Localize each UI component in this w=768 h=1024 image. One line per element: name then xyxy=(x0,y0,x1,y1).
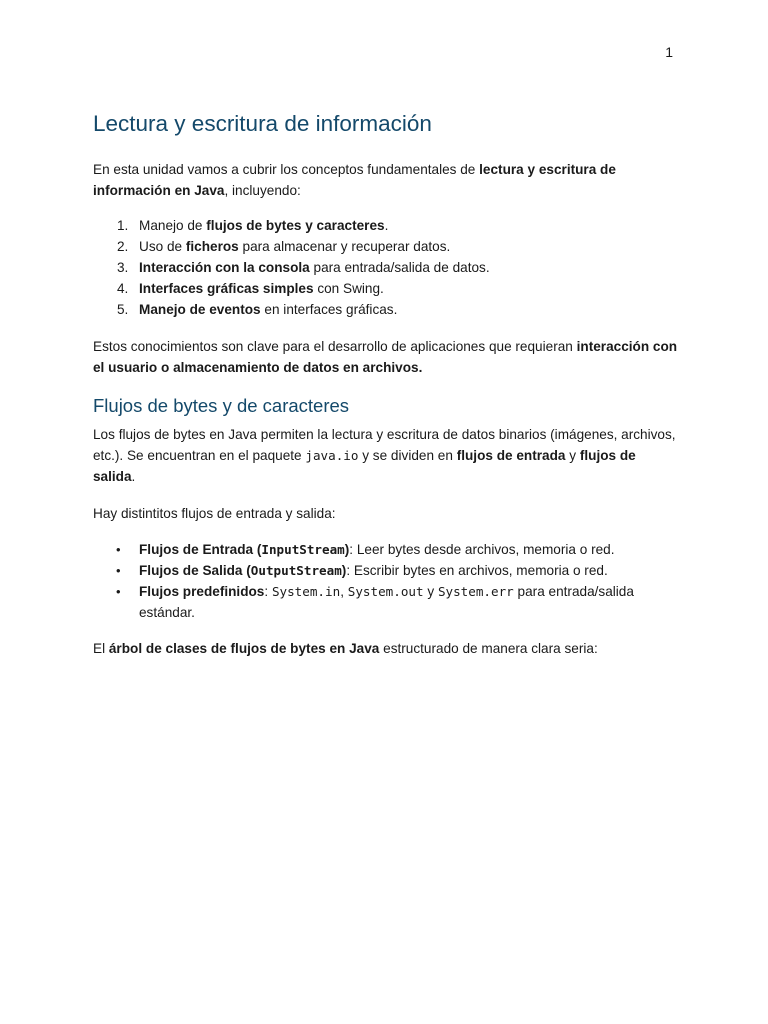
list-item: • Flujos de Entrada (InputStream): Leer bytes desde archivos, memoria o red. xyxy=(93,539,678,560)
list-item: • Flujos de Salida (OutputStream): Escribir bytes en archivos, memoria o red. xyxy=(93,560,678,581)
intro-paragraph: En esta unidad vamos a cubrir los conceptos fundamentales de lectura y escritura de información en Java, incluyendo: xyxy=(93,162,616,198)
page-title: Lectura y escritura de información xyxy=(93,111,432,136)
bullet-icon: • xyxy=(116,584,121,599)
topics-list xyxy=(93,215,678,320)
section-paragraph: Los flujos de bytes en Java permiten la lectura y escritura de datos binarios (imágenes, archivos, etc.). Se encuentran en el paquete java.io y se dividen en flujos de entrada y flujos de salida. xyxy=(93,427,676,484)
summary-paragraph: Estos conocimientos son clave para el desarrollo de aplicaciones que requieran interacción con el usuario o almacenamiento de datos en archivos. xyxy=(93,339,678,375)
page-number: 1 xyxy=(665,44,673,60)
list-item: 1. Manejo de flujos de bytes y caracteres. xyxy=(117,218,389,233)
list-item: 4. Interfaces gráficas simples con Swing. xyxy=(117,281,384,296)
bullet-icon: • xyxy=(116,542,121,557)
section-heading: Flujos de bytes y de caracteres xyxy=(93,395,350,416)
types-intro: Hay distintitos flujos de entrada y salida: xyxy=(93,506,336,521)
bullet-icon: • xyxy=(116,563,121,578)
list-item: 3. Interacción con la consola para entrada/salida de datos. xyxy=(117,260,490,275)
closing-paragraph: El árbol de clases de flujos de bytes en Java estructurado de manera clara seria: xyxy=(93,641,598,656)
list-item: • Flujos predefinidos: System.in, System.out y System.err para entrada/salida estándar. xyxy=(93,581,678,623)
stream-types-list xyxy=(93,539,678,623)
document-body xyxy=(93,108,678,659)
list-item: 2. Uso de ficheros para almacenar y recuperar datos. xyxy=(117,239,451,254)
list-item: 5. Manejo de eventos en interfaces gráficas. xyxy=(117,302,398,317)
